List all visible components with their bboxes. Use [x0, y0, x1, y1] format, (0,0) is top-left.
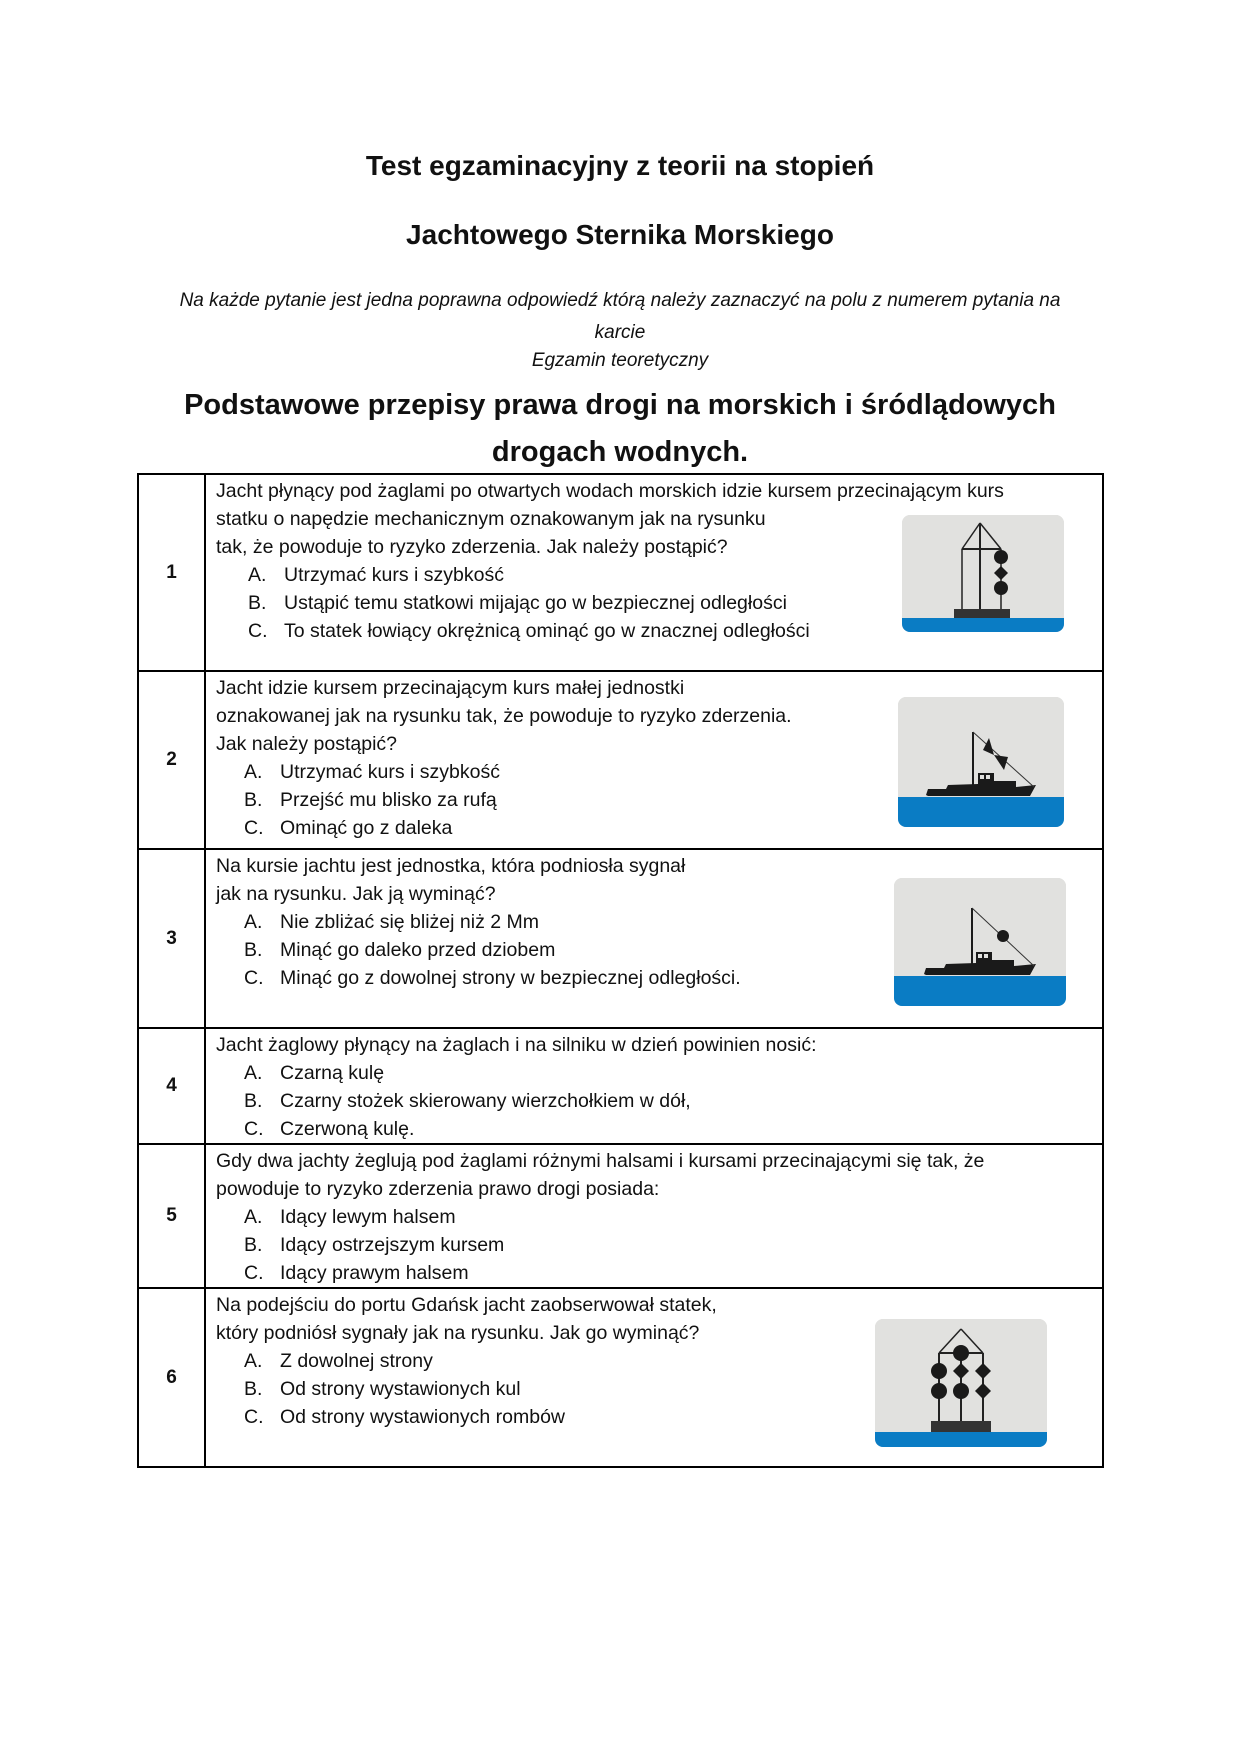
- vessel-cones-picture: [898, 697, 1064, 827]
- option-letter: A.: [244, 761, 263, 783]
- question-text-line: tak, że powoduje to ryzyko zderzenia. Jak należy postąpić?: [216, 536, 728, 558]
- question-text-line: Jacht płynący pod żaglami po otwartych wodach morskich idzie kursem przecinającym kurs: [216, 480, 1004, 502]
- question-body: [205, 849, 1103, 1028]
- question-text-line: statku o napędzie mechanicznym oznakowanym jak na rysunku: [216, 508, 766, 530]
- option-letter: C.: [244, 1406, 264, 1428]
- answer-options: [206, 1203, 1102, 1287]
- option-text: Idący ostrzejszym kursem: [280, 1234, 505, 1256]
- option-text: Idący lewym halsem: [280, 1206, 456, 1228]
- option-text: Z dowolnej strony: [280, 1350, 433, 1372]
- section-title: Podstawowe przepisy prawa drogi na morskich i śródlądowych drogach wodnych.: [184, 389, 1056, 468]
- option-text: Czarną kulę: [280, 1062, 385, 1084]
- question-number: 1: [138, 474, 205, 671]
- option-letter: A.: [244, 1062, 263, 1084]
- option-letter: A.: [244, 1206, 263, 1228]
- question-text-line: Gdy dwa jachty żeglują pod żaglami różnymi halsami i kursami przecinającymi się tak, że: [216, 1150, 985, 1172]
- option-text: To statek łowiący okrężnicą ominąć go w znacznej odległości: [284, 620, 810, 642]
- option-text: Idący prawym halsem: [280, 1262, 469, 1284]
- answer-option-c[interactable]: [244, 1259, 1102, 1287]
- question-row-3: [138, 849, 1103, 1028]
- answer-option-b[interactable]: [244, 1231, 1102, 1259]
- answer-options: [206, 1059, 1102, 1143]
- option-text: Czarny stożek skierowany wierzchołkiem w dół,: [280, 1090, 691, 1112]
- question-text-line: Na podejściu do portu Gdańsk jacht zaobserwował statek,: [216, 1294, 717, 1316]
- vessel-ball-picture: [894, 878, 1066, 1006]
- question-number: 2: [138, 671, 205, 849]
- option-text: Od strony wystawionych kul: [280, 1378, 521, 1400]
- question-row-2: [138, 671, 1103, 849]
- question-body: [205, 474, 1103, 671]
- question-text: [206, 1029, 1102, 1059]
- question-number: 4: [138, 1028, 205, 1144]
- document-title-line1: Test egzaminacyjny z teorii na stopień: [365, 150, 875, 181]
- option-text: Ominąć go z daleka: [280, 817, 453, 839]
- option-letter: A.: [248, 564, 267, 586]
- option-letter: B.: [244, 1378, 263, 1400]
- question-text-line: Na kursie jachtu jest jednostka, która podniosła sygnał: [216, 855, 686, 877]
- document-title-line2: Jachtowego Sternika Morskiego: [406, 219, 834, 250]
- question-text-line: Jacht idzie kursem przecinającym kurs małej jednostki: [216, 677, 685, 699]
- question-text-line: Jacht żaglowy płynący na żaglach i na silniku w dzień powinien nosić:: [216, 1034, 817, 1056]
- option-letter: C.: [244, 1118, 264, 1140]
- option-letter: B.: [244, 939, 263, 961]
- question-body: [205, 671, 1103, 849]
- option-letter: B.: [244, 1090, 263, 1112]
- dredger-signals-picture: [875, 1319, 1047, 1447]
- exam-type: Egzamin teoretyczny: [531, 350, 709, 371]
- option-letter: B.: [248, 592, 267, 614]
- option-letter: B.: [244, 1234, 263, 1256]
- question-number: 5: [138, 1144, 205, 1288]
- question-row-5: [138, 1144, 1103, 1288]
- signal-mast-picture: [902, 515, 1064, 632]
- option-text: Nie zbliżać się bliżej niż 2 Mm: [280, 911, 539, 933]
- option-letter: B.: [244, 789, 263, 811]
- option-letter: C.: [244, 967, 264, 989]
- answer-option-a[interactable]: [244, 1059, 1102, 1087]
- question-row-6: [138, 1288, 1103, 1467]
- answer-option-a[interactable]: [244, 1203, 1102, 1231]
- option-letter: A.: [244, 1350, 263, 1372]
- option-letter: C.: [244, 1262, 264, 1284]
- answer-option-c[interactable]: [244, 1115, 1102, 1143]
- question-body: [205, 1288, 1103, 1467]
- question-number: 3: [138, 849, 205, 1028]
- question-text-line: oznakowanej jak na rysunku tak, że powoduje to ryzyko zderzenia.: [216, 705, 792, 727]
- question-text-line: powoduje to ryzyko zderzenia prawo drogi posiada:: [216, 1178, 660, 1200]
- option-letter: A.: [244, 911, 263, 933]
- option-text: Utrzymać kurs i szybkość: [284, 564, 504, 586]
- questions-table: [137, 473, 1104, 1468]
- option-text: Od strony wystawionych rombów: [280, 1406, 566, 1428]
- question-number: 6: [138, 1288, 205, 1467]
- option-text: Ustąpić temu statkowi mijając go w bezpiecznej odległości: [284, 592, 787, 614]
- question-row-4: [138, 1028, 1103, 1144]
- question-body: [205, 1028, 1103, 1144]
- option-text: Czerwoną kulę.: [280, 1118, 415, 1140]
- option-letter: C.: [244, 817, 264, 839]
- question-text: [206, 1145, 1102, 1203]
- option-text: Przejść mu blisko za rufą: [280, 789, 497, 811]
- option-letter: C.: [248, 620, 268, 642]
- question-text-line: jak na rysunku. Jak ją wyminąć?: [216, 883, 496, 905]
- answer-option-b[interactable]: [244, 1087, 1102, 1115]
- option-text: Utrzymać kurs i szybkość: [280, 761, 500, 783]
- question-row-1: [138, 474, 1103, 671]
- question-text-line: który podniósł sygnały jak na rysunku. Jak go wyminąć?: [216, 1322, 700, 1344]
- option-text: Minąć go z dowolnej strony w bezpiecznej odległości.: [280, 967, 741, 989]
- question-body: [205, 1144, 1103, 1288]
- question-text-line: Jak należy postąpić?: [216, 733, 398, 755]
- instructions: Na każde pytanie jest jedna poprawna odpowiedź którą należy zaznaczyć na polu z numerem pytania na karcie: [179, 290, 1061, 343]
- option-text: Minąć go daleko przed dziobem: [280, 939, 556, 961]
